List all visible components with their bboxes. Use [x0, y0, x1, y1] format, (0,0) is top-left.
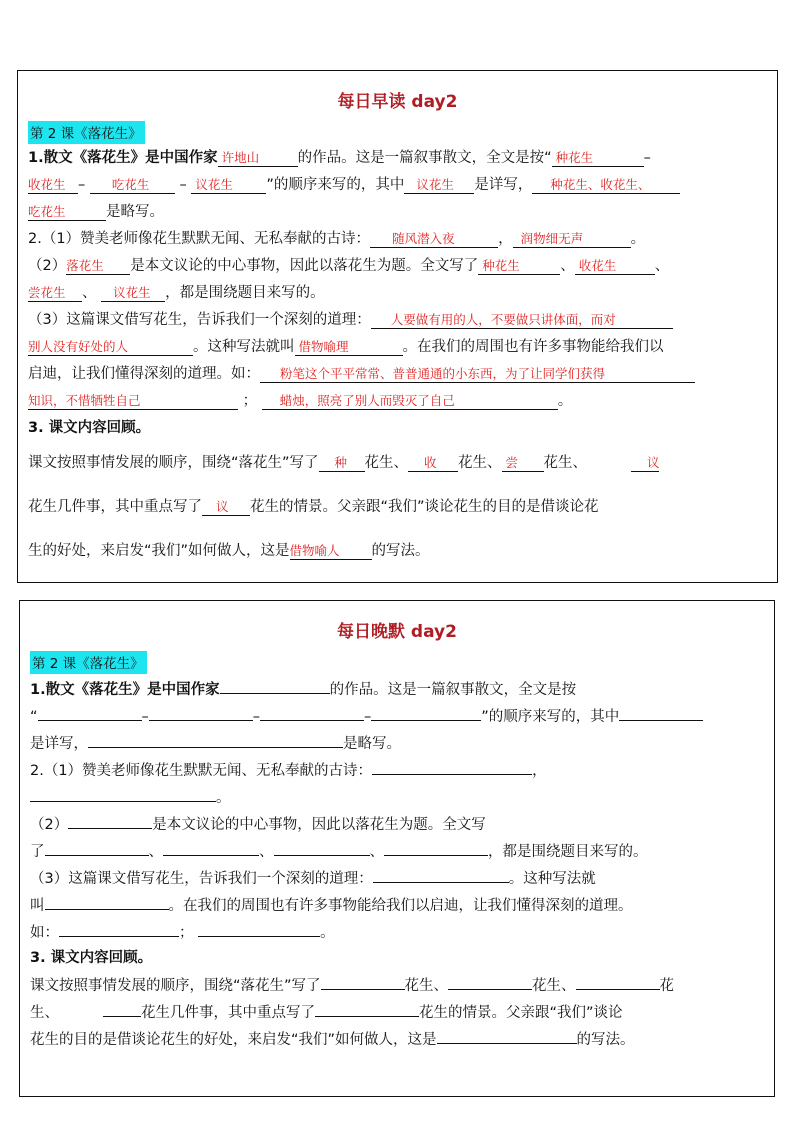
answer-poem-1: 随风潜入夜: [370, 229, 498, 248]
q2-line-6: 叫 。在我们的周围也有许多事物能给我们以启迪，让我们懂得深刻的道理。: [30, 891, 766, 918]
blank-event-3[interactable]: [274, 837, 370, 856]
answer-poem-2: 润物细无声: [513, 229, 631, 248]
q2-line-3: 尝花生 、 议花生 ，都是围绕题目来写的。: [28, 285, 325, 301]
answer-author: 许地山: [218, 148, 298, 167]
blank-method[interactable]: [45, 891, 169, 910]
q1-line-2: 收花生 – 吃花生 – 议花生 ”的顺序来写的，其中 议花生 是详写， 种花生、收花生、: [28, 172, 769, 199]
blank-brief[interactable]: [88, 729, 343, 748]
q1-line-3: 是详写， 是略写。: [30, 729, 766, 756]
q3-line-1: 课文按照事情发展的顺序，围绕“落花生”写了 花生、 花生、 花: [30, 971, 766, 998]
answer-example-1b: 知识，不惜牺牲自己: [28, 391, 238, 410]
q2-line-7: 如： ； 。: [30, 918, 766, 945]
q3-heading: 3. 课文内容回顾。: [30, 950, 153, 966]
lesson-label: 第 2 课《落花生》: [30, 651, 147, 674]
evening-title: 每日晚默 day2: [337, 622, 457, 642]
blank-event-4[interactable]: [384, 837, 488, 856]
answer-brief-2: 吃花生: [28, 202, 106, 221]
q2-line-4: （3）这篇课文借写花生，告诉我们一个深刻的道理： 人要做有用的人，不要做只讲体面，而对: [28, 307, 769, 334]
blank-example-1[interactable]: [59, 918, 179, 937]
q1-line-3: 吃花生 是略写。: [28, 204, 164, 220]
answer-example-1a: 粉笔这个平平常常、普普通通的小东西，为了让同学们获得: [260, 364, 695, 383]
q3-line-3: 花生的目的是借谈论花生的好处，来启发“我们”如何做人，这是 的写法。: [30, 1025, 766, 1052]
answer-focus: 议: [202, 497, 250, 516]
q1-line-2: “ – – – ”的顺序来写的，其中: [30, 702, 766, 729]
blank-event-2[interactable]: [163, 837, 259, 856]
answer-event-3: 尝花生: [28, 283, 82, 302]
blank-center[interactable]: [68, 810, 152, 829]
q2-line-1: 2.（1）赞美老师像花生默默无闻、无私奉献的古诗： 随风潜入夜 ， 润物细无声 。: [28, 231, 646, 247]
evening-dictation-card: [19, 600, 775, 1097]
evening-body: [30, 675, 766, 1052]
blank-order-3[interactable]: [260, 702, 364, 721]
answer-truth-2: 别人没有好处的人: [28, 337, 193, 356]
answer-order-3: 吃花生: [90, 175, 175, 194]
answer-order-1: 种花生: [552, 148, 644, 167]
q2-line-5: 别人没有好处的人 。这种写法就叫 借物喻理 。在我们的周围也有许多事物能给我们以: [28, 339, 664, 355]
q3-heading: 3. 课文内容回顾。: [28, 420, 151, 436]
blank-poem-1[interactable]: [372, 756, 532, 775]
q3-line-1: 课文按照事情发展的顺序，围绕“落花生”写了 种 花生、 收 花生、 尝 花生、 议: [28, 455, 660, 471]
q2-line-7: 知识，不惜牺牲自己 ； 蜡烛，照亮了别人而毁灭了自己 。: [28, 393, 573, 409]
q2-line-4: 了 、 、 、 ，都是围绕题目来写的。: [30, 837, 766, 864]
answer-writing-method: 借物喻人: [290, 541, 372, 560]
answer-center: 落花生: [66, 256, 130, 275]
blank-event-1[interactable]: [45, 837, 149, 856]
q2-line-6: 启迪，让我们懂得深刻的道理。如： 粉笔这个平平常常、普普通通的小东西，为了让同学们获得: [28, 361, 769, 388]
morning-reading-card: [17, 70, 778, 583]
q1-line-1: 1.散文《落花生》是中国作家 的作品。这是一篇叙事散文，全文是按: [30, 675, 766, 702]
answer-detailed: 议花生: [404, 175, 474, 194]
answer-truth-1: 人要做有用的人，不要做只讲体面，而对: [371, 310, 673, 329]
answer-order-4: 议花生: [191, 175, 266, 194]
q2-line-1: 2.（1）赞美老师像花生默默无闻、无私奉献的古诗： ，: [30, 756, 766, 783]
q1-line-1: 1.散文《落花生》是中国作家 许地山 的作品。这是一篇叙事散文，全文是按“ 种花生 –: [28, 150, 651, 166]
q2-line-2: （2）落花生 是本文议论的中心事物，因此以落花生为题。全文写了 种花生 、 收花生 、: [28, 258, 670, 274]
blank-harvest[interactable]: [448, 971, 532, 990]
blank-taste[interactable]: [576, 971, 660, 990]
morning-body: [28, 145, 769, 573]
answer-taste: 尝: [502, 453, 544, 472]
blank-example-2[interactable]: [198, 918, 320, 937]
blank-discuss[interactable]: [103, 998, 141, 1017]
blank-detailed[interactable]: [619, 702, 703, 721]
blank-focus[interactable]: [315, 998, 419, 1017]
answer-event-4: 议花生: [101, 283, 165, 302]
answer-example-2: 蜡烛，照亮了别人而毁灭了自己: [262, 391, 558, 410]
q2-line-2: 。: [30, 783, 766, 810]
blank-author[interactable]: [220, 675, 330, 694]
q2-line-5: （3）这篇课文借写花生，告诉我们一个深刻的道理： 。这种写法就: [30, 864, 766, 891]
answer-harvest: 收: [408, 453, 458, 472]
q3-line-2: 生、 花生几件事，其中重点写了 花生的情景。父亲跟“我们”谈论: [30, 998, 766, 1025]
blank-truth[interactable]: [373, 864, 509, 883]
q2-line-3: （2） 是本文议论的中心事物，因此以落花生为题。全文写: [30, 810, 766, 837]
blank-order-2[interactable]: [149, 702, 253, 721]
blank-order-1[interactable]: [38, 702, 142, 721]
answer-plant: 种: [319, 453, 365, 472]
answer-method: 借物喻理: [295, 337, 403, 356]
answer-order-2: 收花生: [28, 175, 78, 194]
answer-event-1: 种花生: [478, 256, 560, 275]
q3-line-3: 生的好处，来启发“我们”如何做人，这是借物喻人 的写法。: [28, 543, 430, 559]
blank-plant[interactable]: [321, 971, 405, 990]
answer-discuss: 议: [631, 453, 659, 472]
blank-writing-method[interactable]: [437, 1025, 577, 1044]
answer-brief-1: 种花生、收花生、: [532, 175, 680, 194]
morning-title: 每日早读 day2: [337, 92, 458, 112]
lesson-label: 第 2 课《落花生》: [28, 121, 145, 144]
answer-event-2: 收花生: [575, 256, 655, 275]
blank-order-4[interactable]: [371, 702, 481, 721]
blank-poem-2[interactable]: [30, 783, 216, 802]
q3-line-2: 花生几件事，其中重点写了 议 花生的情景。父亲跟“我们”谈论花生的目的是借谈论花: [28, 499, 599, 515]
